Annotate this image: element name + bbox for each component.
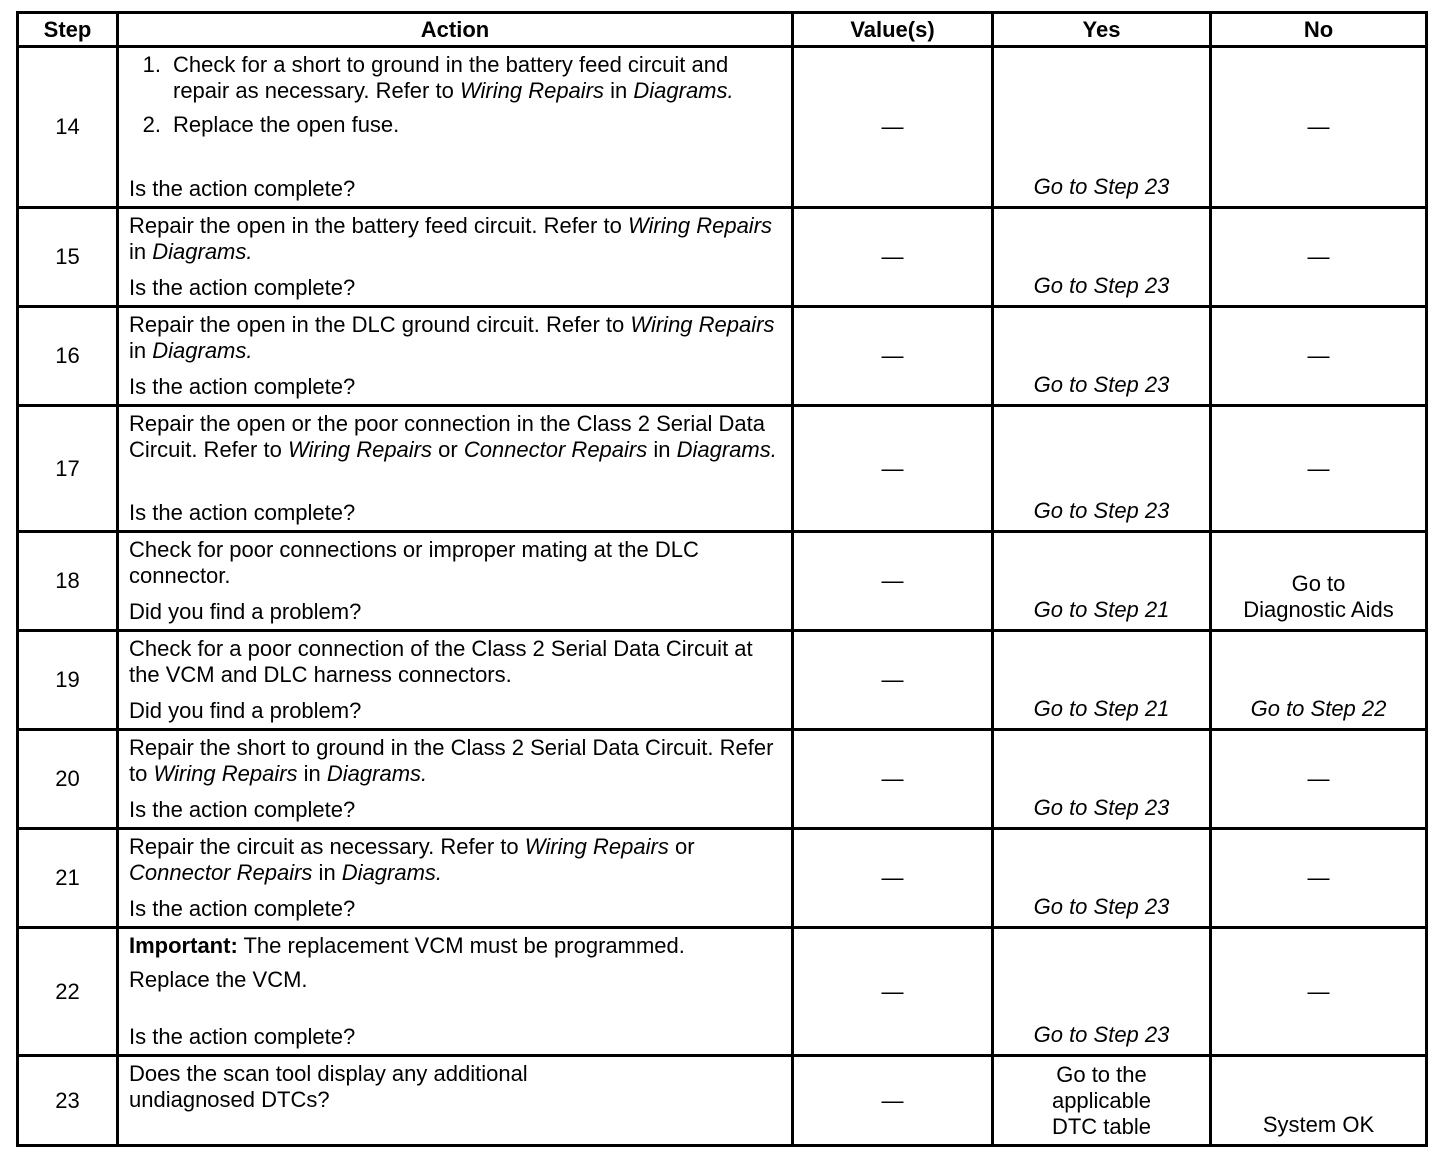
action-text: in [129, 239, 153, 264]
question-text: Is the action complete? [129, 797, 356, 822]
value-cell: — [793, 829, 993, 928]
no-cell [1211, 631, 1427, 730]
table-row [18, 631, 1427, 730]
action-text: Repair the open in the battery feed circuit. Refer to [129, 213, 628, 238]
header-no: No [1211, 13, 1427, 47]
yes-link: Go to Step 23 [1033, 894, 1170, 919]
action-text: in [647, 437, 677, 462]
value-cell: — [793, 1056, 993, 1146]
value-cell [793, 47, 993, 208]
yes-cell [993, 406, 1211, 532]
step-number: 20 [18, 730, 118, 829]
action-text: or [432, 437, 464, 462]
header-yes: Yes [993, 13, 1211, 47]
no-cell: — [1211, 730, 1427, 829]
value-cell: — [793, 406, 993, 532]
no-cell: — [1211, 829, 1427, 928]
no-link-line: Diagnostic Aids [1243, 597, 1394, 622]
table-row [18, 47, 1427, 208]
step-number: 23 [18, 1056, 118, 1146]
question-text: Is the action complete? [129, 176, 356, 201]
important-text: The replacement VCM must be programmed. [237, 933, 685, 958]
value-cell: — [793, 730, 993, 829]
no-cell [1211, 532, 1427, 631]
action-cell [118, 47, 793, 208]
yes-cell [993, 730, 1211, 829]
action-text: Repair the open in the DLC ground circuit. Refer to [129, 312, 631, 337]
reference-link: Wiring Repairs [459, 78, 605, 103]
action-cell [118, 307, 793, 406]
reference-link: Diagrams. [152, 338, 253, 363]
yes-cell [993, 532, 1211, 631]
question-text: Is the action complete? [129, 896, 356, 921]
action-text: Replace the VCM. [129, 967, 308, 992]
action-text: in [297, 761, 327, 786]
value-cell: — [793, 307, 993, 406]
step-number: 18 [18, 532, 118, 631]
action-text: Check for poor connections or improper mating at the DLC connector. [129, 537, 699, 588]
diagnostic-table [16, 11, 1428, 1147]
table-row [18, 1056, 1427, 1146]
action-text: Replace the open fuse. [173, 112, 400, 137]
action-text: Does the scan tool display any additional undiagnosed DTCs? [129, 1061, 528, 1112]
yes-cell [993, 208, 1211, 307]
reference-link: Diagrams. [326, 761, 428, 786]
step-number: 16 [18, 307, 118, 406]
question-text: Did you find a problem? [129, 599, 362, 624]
reference-link: Connector Repairs [463, 437, 648, 462]
value-dash: — [881, 114, 904, 139]
yes-cell [993, 631, 1211, 730]
action-cell [118, 406, 793, 532]
table-row [18, 532, 1427, 631]
action-text: Repair the short to ground in the Class 2 Serial Data Circuit. Refer to [129, 735, 774, 786]
step-number: 17 [18, 406, 118, 532]
no-link-line: Go to [1291, 571, 1346, 596]
yes-cell [993, 47, 1211, 208]
important-label: Important: [129, 933, 238, 958]
value-cell: — [793, 928, 993, 1056]
yes-link-line: Go to the [1056, 1061, 1147, 1087]
action-cell [118, 208, 793, 307]
yes-link: Go to Step 23 [1033, 174, 1170, 199]
action-text: Repair the open or the poor connection in the Class 2 Serial Data Circuit. Refer to [129, 411, 765, 462]
value-cell: — [793, 532, 993, 631]
yes-link: Go to Step 23 [1033, 498, 1170, 523]
table-row [18, 307, 1427, 406]
step-number: 21 [18, 829, 118, 928]
question-text: Is the action complete? [129, 275, 356, 300]
table-row [18, 208, 1427, 307]
question-text: Did you find a problem? [129, 698, 362, 723]
table-row [18, 406, 1427, 532]
value-cell: — [793, 208, 993, 307]
reference-link: Wiring Repairs [153, 761, 298, 786]
yes-cell [993, 829, 1211, 928]
step-number: 19 [18, 631, 118, 730]
action-cell [118, 730, 793, 829]
reference-link: Diagrams. [341, 860, 443, 885]
numbered-item [129, 112, 781, 138]
reference-link: Connector Repairs [129, 860, 313, 885]
no-cell: — [1211, 307, 1427, 406]
reference-link: Wiring Repairs [630, 312, 775, 337]
no-cell: — [1211, 47, 1427, 208]
no-cell: — [1211, 406, 1427, 532]
reference-link: Wiring Repairs [287, 437, 433, 462]
table-row [18, 730, 1427, 829]
no-cell: — [1211, 928, 1427, 1056]
yes-link: Go to Step 23 [1033, 372, 1170, 397]
numbered-item [129, 52, 781, 104]
reference-link: Diagrams. [152, 239, 253, 264]
step-number: 14 [18, 47, 118, 208]
yes-link: Go to Step 23 [1033, 273, 1170, 298]
question-text: Is the action complete? [129, 500, 356, 525]
yes-link: Go to Step 21 [1033, 597, 1170, 622]
action-text: in [604, 78, 634, 103]
action-cell [118, 829, 793, 928]
no-cell: System OK [1211, 1056, 1427, 1146]
question-text: Is the action complete? [129, 1024, 356, 1049]
yes-link: Go to Step 21 [1033, 696, 1170, 721]
action-text: Check for a poor connection of the Class 2 Serial Data Circuit at the VCM and DLC harness connectors. [129, 636, 753, 687]
table-row [18, 928, 1427, 1056]
item-number: 2. [142, 112, 161, 137]
table-row [18, 829, 1427, 928]
reference-link: Wiring Repairs [627, 213, 773, 238]
header-row [18, 13, 1427, 47]
yes-cell [993, 928, 1211, 1056]
header-action: Action [118, 13, 793, 47]
action-cell [118, 532, 793, 631]
header-values: Value(s) [793, 13, 993, 47]
step-number: 22 [18, 928, 118, 1056]
action-cell [118, 928, 793, 1056]
yes-link: Go to Step 23 [1033, 795, 1170, 820]
action-cell [118, 631, 793, 730]
reference-link: Diagrams. [676, 437, 777, 462]
header-step: Step [18, 13, 118, 47]
yes-cell [993, 1056, 1211, 1146]
yes-link-line: DTC table [1051, 1113, 1152, 1139]
action-text: in [312, 860, 342, 885]
step-number: 15 [18, 208, 118, 307]
action-text: or [668, 834, 695, 859]
no-link: Go to Step 22 [1250, 696, 1387, 721]
yes-link-line: applicable [1051, 1087, 1152, 1113]
question-text: Is the action complete? [129, 374, 356, 399]
yes-cell [993, 307, 1211, 406]
action-text: Repair the circuit as necessary. Refer to [129, 834, 525, 859]
action-cell [118, 1056, 793, 1146]
yes-link: Go to Step 23 [1033, 1022, 1170, 1047]
action-text: in [129, 338, 153, 363]
value-cell: — [793, 631, 993, 730]
action-text: Check for a short to ground in the battery feed circuit and repair as necessary. Refer to [173, 52, 729, 103]
item-number: 1. [142, 52, 161, 77]
reference-link: Diagrams. [633, 78, 734, 103]
reference-link: Wiring Repairs [524, 834, 669, 859]
no-cell: — [1211, 208, 1427, 307]
